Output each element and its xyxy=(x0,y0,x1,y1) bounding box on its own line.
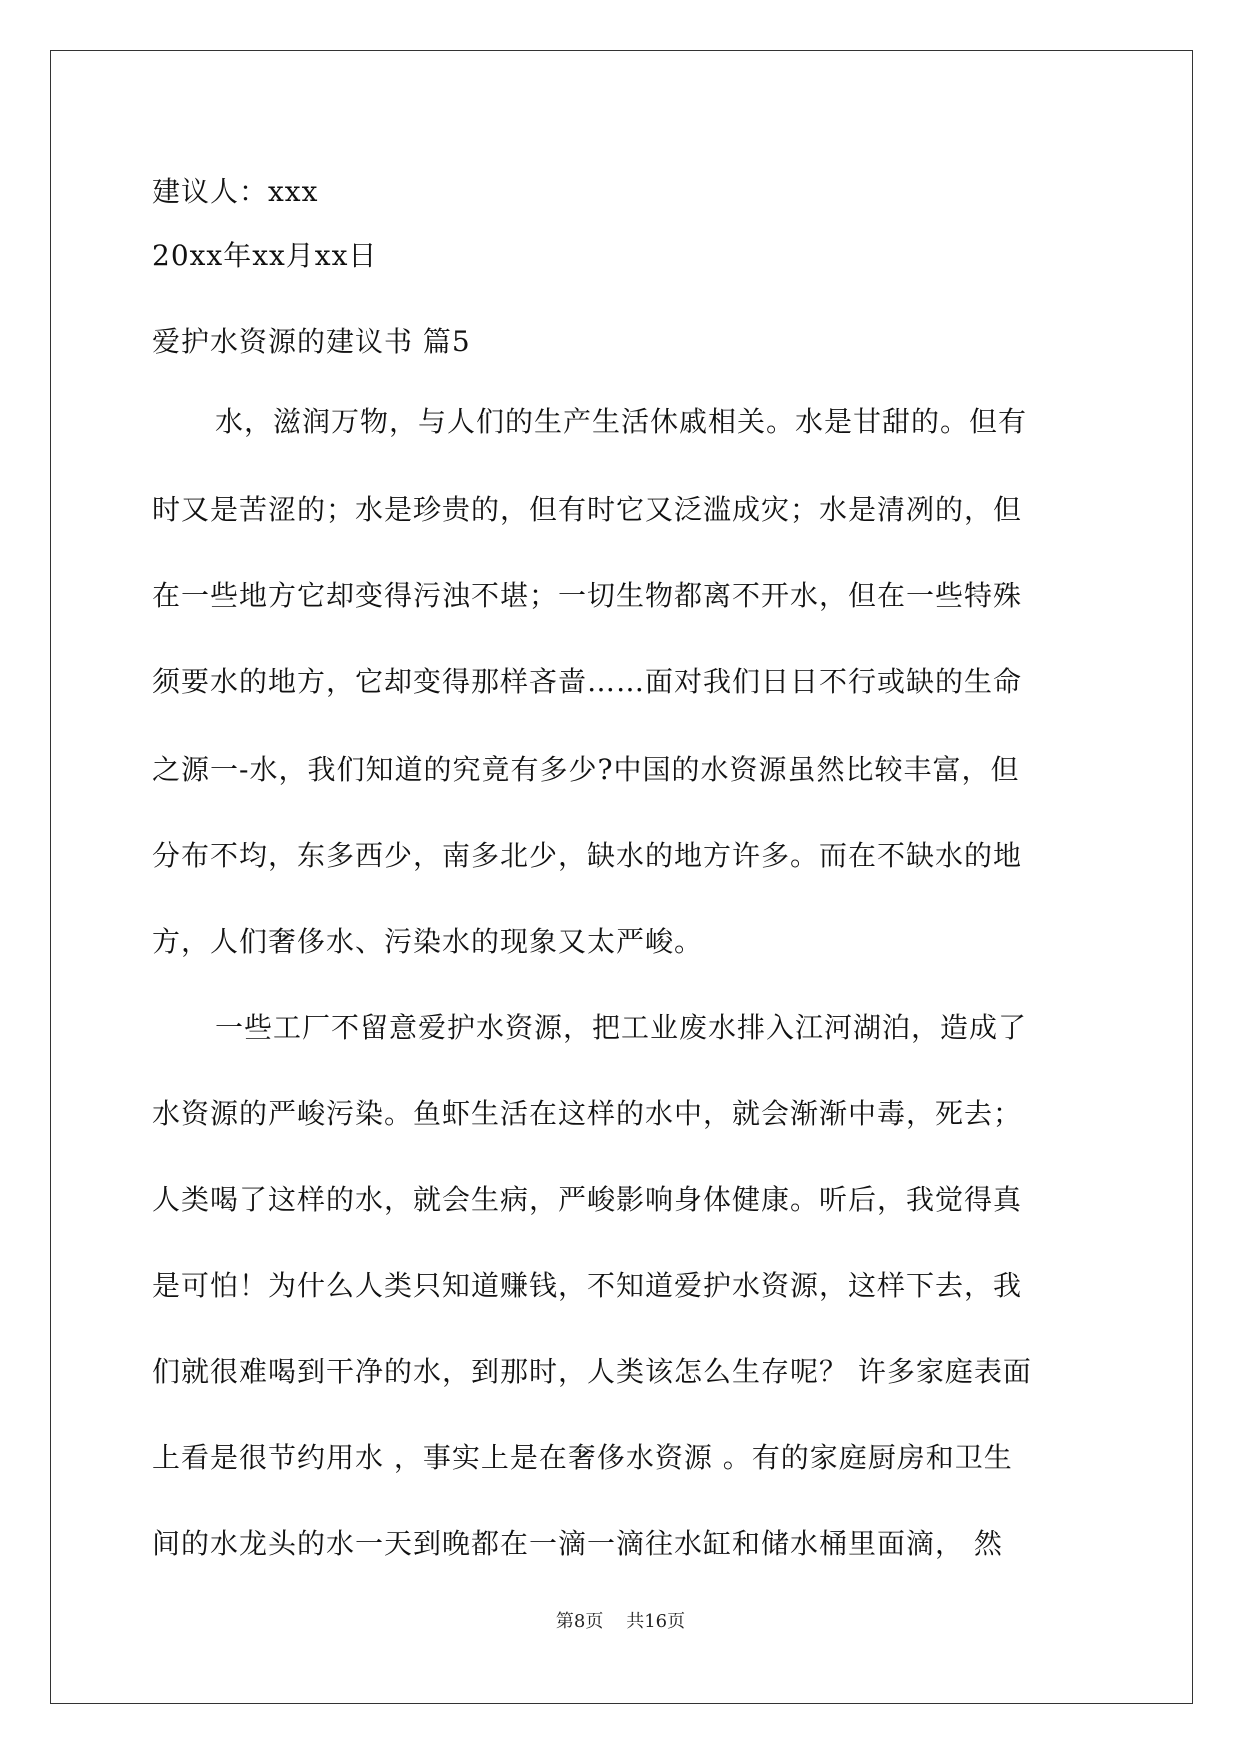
paragraph-1-line-1: 水，滋润万物，与人们的生产生活休戚相关。水是甘甜的。但有 xyxy=(215,405,1028,438)
page-number: 第8页 共16页 xyxy=(555,1611,686,1632)
paragraph-1-line-5: 之源一-水，我们知道的究竟有多少?中国的水资源虽然比较丰富，但 xyxy=(152,753,1020,786)
paragraph-2-line-2: 水资源的严峻污染。鱼虾生活在这样的水中，就会渐渐中毒，死去； xyxy=(152,1097,1023,1130)
paragraph-2-line-1: 一些工厂不留意爱护水资源，把工业废水排入江河湖泊，造成了 xyxy=(215,1011,1028,1044)
paragraph-1-line-3: 在一些地方它却变得污浊不堪；一切生物都离不开水，但在一些特殊 xyxy=(152,579,1023,612)
paragraph-2-line-6: 上看是很节约用水 ，事实上是在奢侈水资源 。有的家庭厨房和卫生 xyxy=(152,1441,1013,1474)
paragraph-2-line-5: 们就很难喝到干净的水，到那时，人类该怎么生存呢？ 许多家庭表面 xyxy=(152,1355,1032,1388)
section-title: 爱护水资源的建议书 篇5 xyxy=(152,325,471,358)
paragraph-2-line-3: 人类喝了这样的水，就会生病，严峻影响身体健康。听后，我觉得真 xyxy=(152,1183,1023,1216)
paragraph-2-line-4: 是可怕！为什么人类只知道赚钱，不知道爱护水资源，这样下去，我 xyxy=(152,1269,1023,1302)
paragraph-1-line-4: 须要水的地方，它却变得那样吝啬……面对我们日日不行或缺的生命 xyxy=(152,665,1023,698)
paragraph-1-line-2: 时又是苦涩的；水是珍贵的，但有时它又泛滥成灾；水是清冽的，但 xyxy=(152,493,1023,526)
paragraph-1-line-6: 分布不均，东多西少，南多北少，缺水的地方许多。而在不缺水的地 xyxy=(152,839,1023,872)
paragraph-1-line-7: 方，人们奢侈水、污染水的现象又太严峻。 xyxy=(152,925,704,958)
proposer-line: 建议人：xxx xyxy=(152,175,319,208)
date-line: 20xx年xx月xx日 xyxy=(152,239,378,272)
paragraph-2-line-7: 间的水龙头的水一天到晚都在一滴一滴往水缸和储水桶里面滴， 然 xyxy=(152,1527,1003,1560)
